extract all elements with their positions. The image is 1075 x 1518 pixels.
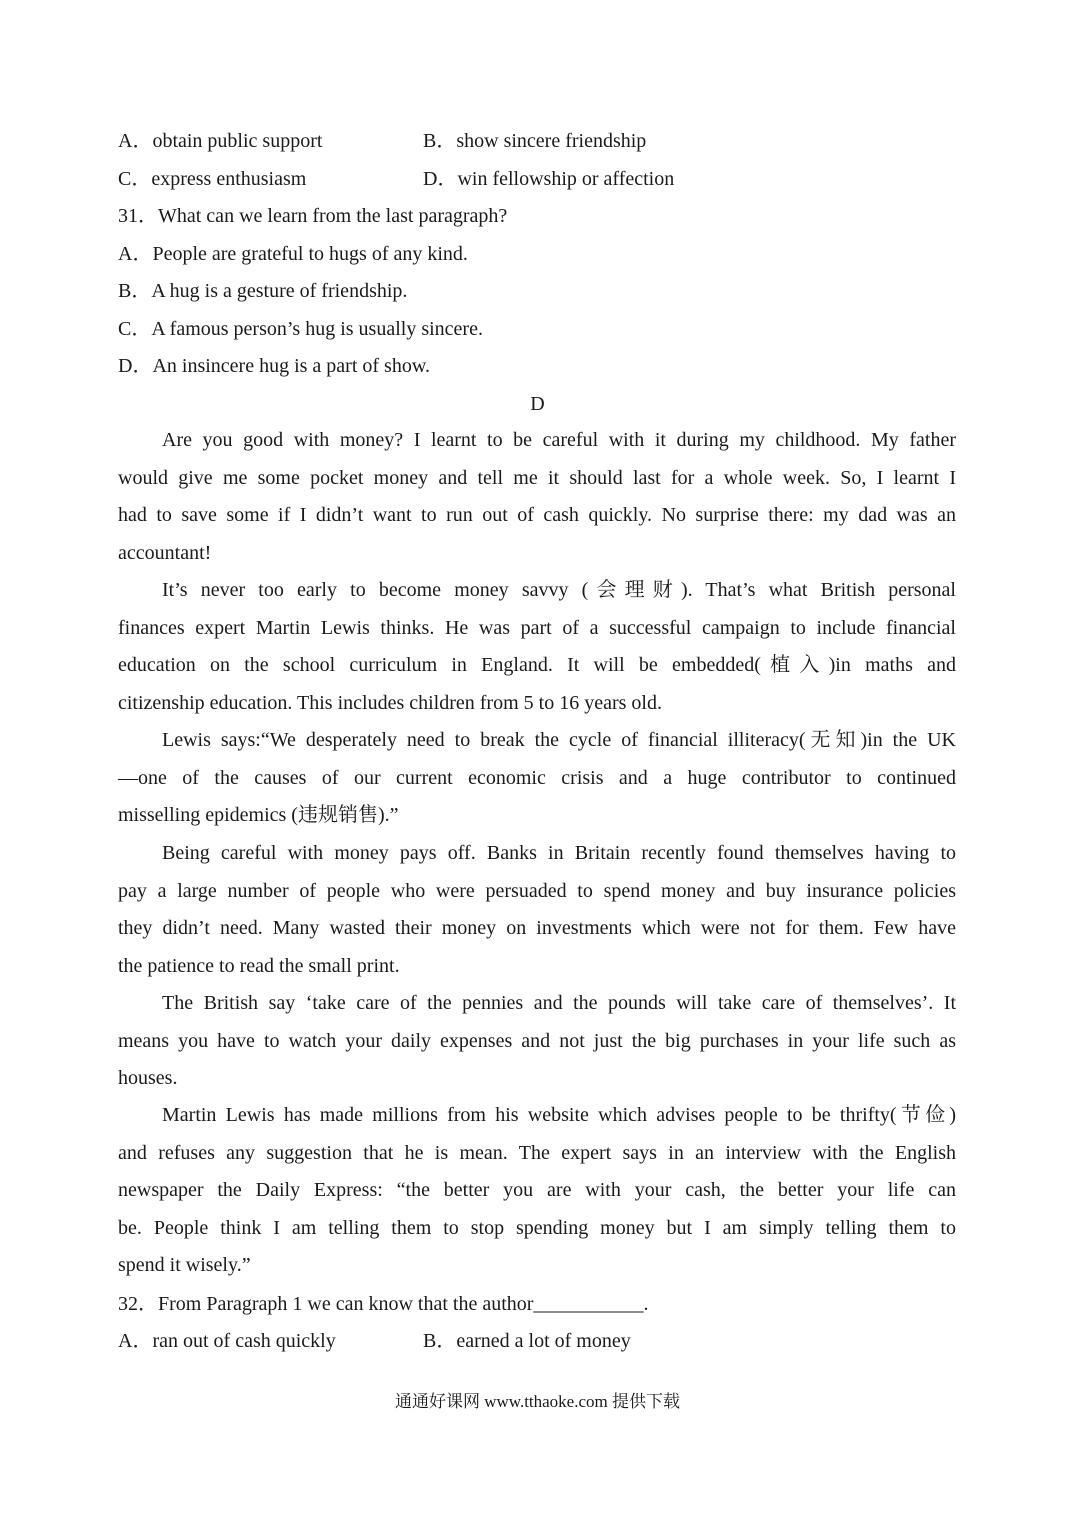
paragraph-line: would give me some pocket money and tell me it should last for a whole week. So, I learnt I [118, 466, 956, 489]
paragraph-line: had to save some if I didn’t want to run out of cash quickly. No surprise there: my dad was an [118, 504, 956, 526]
q31-option-d: D．An insincere hug is a part of show. [118, 355, 430, 377]
q31-option-b: B．A hug is a gesture of friendship. [118, 280, 408, 302]
paragraph-line: Are you good with money? I learnt to be careful with it during my childhood. My father [162, 429, 956, 451]
q32-option-b: B．earned a lot of money [423, 1330, 631, 1352]
passage-paragraph-5 [118, 985, 956, 1098]
paragraph-line: Martin Lewis has made millions from his website which advises people to be thrifty(节俭) [162, 1104, 956, 1126]
paragraph-line: and refuses any suggestion that he is mean. The expert says in an interview with the English [118, 1141, 956, 1164]
q32-option-a: A．ran out of cash quickly [118, 1330, 336, 1352]
q30-option-a: A．obtain public support [118, 130, 323, 152]
paragraph-line: newspaper the Daily Express: “the better you are with your cash, the better your life can [118, 1179, 956, 1201]
q31-option-c: C．A famous person’s hug is usually sincere. [118, 318, 483, 340]
paragraph-line: —one of the causes of our current economic crisis and a huge contributor to continued [118, 766, 956, 789]
page-footer: 通通好课网 www.tthaoke.com 提供下载 [394, 1392, 681, 1411]
paragraph-line: finances expert Martin Lewis thinks. He was part of a successful campaign to include financial [118, 616, 956, 639]
paragraph-line: they didn’t need. Many wasted their money on investments which were not for them. Few have [118, 917, 956, 939]
q30-option-c: C．express enthusiasm [118, 168, 307, 190]
passage-paragraph-3 [118, 722, 956, 835]
paragraph-line: education on the school curriculum in England. It will be embedded(植入)in maths and [118, 654, 956, 676]
paragraph-line: spend it wisely.” [118, 1254, 251, 1276]
paragraph-line: the patience to read the small print. [118, 954, 400, 977]
paragraph-line: houses. [118, 1067, 178, 1089]
q30-option-b: B．show sincere friendship [423, 130, 647, 152]
passage-paragraph-4 [118, 835, 956, 985]
passage-paragraph-6 [118, 1097, 956, 1285]
passage-paragraph-1 [118, 422, 956, 572]
paragraph-line: citizenship education. This includes children from 5 to 16 years old. [118, 691, 662, 714]
paragraph-line: means you have to watch your daily expenses and not just the big purchases in your life such as [118, 1029, 956, 1052]
paragraph-line: be. People think I am telling them to stop spending money but I am simply telling them to [118, 1216, 956, 1239]
section-label: D [530, 393, 545, 415]
q32-question: 32．From Paragraph 1 we can know that the author___________. [118, 1293, 649, 1315]
paragraph-line: Lewis says:“We desperately need to break the cycle of financial illiteracy(无知)in the UK [162, 729, 956, 751]
paragraph-line: Being careful with money pays off. Banks in Britain recently found themselves having to [162, 842, 956, 864]
q30-option-d: D．win fellowship or affection [423, 168, 675, 190]
paragraph-line: accountant! [118, 541, 212, 564]
q31-option-a: A．People are grateful to hugs of any kind. [118, 243, 468, 265]
q31-question: 31．What can we learn from the last paragraph? [118, 205, 508, 227]
paragraph-line: The British say ‘take care of the pennies and the pounds will take care of themselves’. It [162, 992, 956, 1014]
paragraph-line: It’s never too early to become money savvy (会理财). That’s what British personal [162, 579, 956, 601]
paragraph-line: misselling epidemics (违规销售).” [118, 804, 399, 826]
passage-paragraph-2 [118, 572, 956, 722]
paragraph-line: pay a large number of people who were persuaded to spend money and buy insurance policies [118, 879, 956, 902]
